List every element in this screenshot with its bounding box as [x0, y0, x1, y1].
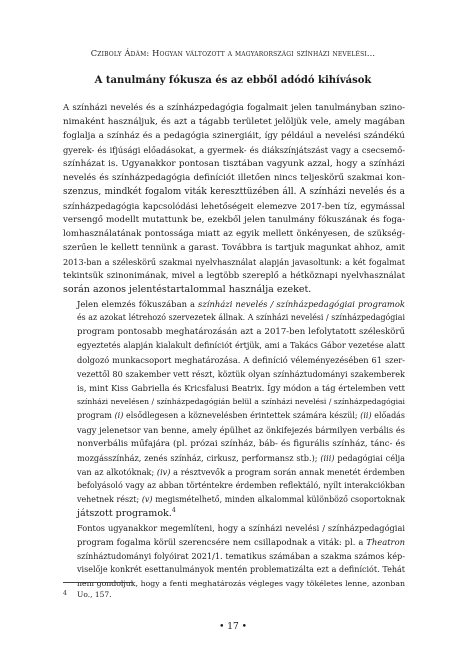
text-line: Fontos ugyanakkor megemlíteni, hogy a színházi nevelési / színházpedagógiai — [77, 523, 405, 533]
text-line: van az alkotóknak; (iv) a résztvevők a program során annak menetét érdemben — [77, 467, 405, 477]
footnote-divider — [63, 582, 133, 583]
text-line: szenzus, mindkét fogalom viták kereszttüzében áll. A színházi nevelés és a — [63, 187, 405, 197]
footnote-text: Uo., 157. — [77, 590, 112, 599]
text-line: mozgásszínház, zenés színház, cirkusz, performansz stb.); (iii) pedagógiai célja — [77, 453, 405, 463]
text-line: 2013-ban a széleskörű szakmai nyelvhasználat alapján javasoltunk: a két fogalmat — [63, 257, 405, 267]
section-title: A tanulmány fókusza és az ebből adódó kihívások — [94, 75, 372, 86]
text-line: egyeztetés alapján kialakult definíciót értjük, ami a Takács Gábor vezetése alatt — [77, 341, 405, 350]
paragraph-3 — [63, 521, 405, 591]
text-line: versengő modellt mutattunk be, ezekből jelen tanulmány fókuszának és foga- — [63, 215, 405, 225]
text-line: szerűen le kellett tennünk a garast. Továbbra is tartjuk magunkat ahhoz, amit — [63, 243, 405, 253]
text-line: vezettől 80 szakember vett részt, köztük olyan színháztudományi szakemberek — [77, 369, 405, 379]
running-head: Cziboly Ádám: Hogyan változott a magyarországi színházi nevelési... — [90, 48, 376, 58]
footnote-number: 4 — [63, 590, 67, 597]
text-line: nevelés és színházpedagógia definíciót illetően nincs teljeskörű szakmai kon- — [63, 173, 405, 183]
text-line: színházi nevelésen / színházpedagógián belül a színházi nevelési / színházpedagógiai — [77, 397, 405, 406]
text-line: és az azokat létrehozó szervezetek állnak. A színházi nevelési / színházpedagógiai — [77, 313, 405, 322]
text-line: nem gondoljuk, hogy a fenti meghatározás végleges vagy tökéletes lenne, azonban — [77, 579, 405, 588]
text-line: nimaként használjuk, és azt a tágabb területet jelöljük vele, amely magában — [63, 117, 405, 127]
text-line: lomhasználatának pontossága miatt az egyik mellett önkényesen, de szükség- — [63, 229, 405, 239]
paragraph-2 — [63, 297, 405, 521]
footnote — [63, 590, 112, 599]
text-line: gyerek- és ifjúsági előadásokat, a gyermek- és diákszínjátszást vagy a csecsemő- — [63, 145, 405, 155]
text-line: viselője konkrét esettanulmányok mentén problematizálta ezt a definíciót. Tehát — [77, 565, 405, 574]
text-line: során azonos jelentéstartalommal használja ezeket. — [63, 284, 312, 295]
footnote-ref[interactable]: 4 — [171, 506, 176, 514]
text-line: program fogalma körül szerencsére nem csillapodnak a viták: pl. a Theatron — [77, 537, 405, 547]
text-line: színháztudományi folyóirat 2021/1. tematikus számában a szakma számos kép- — [77, 551, 405, 561]
paragraph-1 — [63, 101, 405, 297]
text-line: is, mint Kiss Gabriella és Kricsfalusi Beatrix. Így módon a tág értelemben vett — [77, 383, 405, 393]
text-line: színházat is. Ugyanakkor pontosan tisztában vagyunk azzal, hogy a színházi — [63, 159, 405, 169]
body-text — [63, 101, 405, 591]
text-line: befolyásoló vagy az abban történtekre érdemben reflektáló, nyílt interakciókban — [77, 481, 405, 490]
page-number: • 17 • — [219, 622, 247, 632]
text-line: nonverbális műfajára (pl. prózai színház, báb- és figurális színház, tánc- és — [77, 439, 405, 449]
text-line: vehetnek részt; (v) megismételhető, minden alkalommal különböző csoportoknak — [77, 495, 405, 504]
text-line: dolgozó munkacsoport meghatározása. A definíció véleményezésében 61 szer- — [77, 355, 405, 365]
text-line: foglalja a színház és a pedagógia szinergiáit, így például a nevelési szándékú — [63, 131, 405, 141]
text-line: program (i) elsődlegesen a köznevelésben érintettek számára készül; (ii) előadás — [77, 411, 405, 420]
text-line: vagy jelenetsor van benne, amely épülhet az önkifejezés bármilyen verbális és — [77, 425, 405, 435]
text-line: Jelen elemzés fókuszában a színházi nevelés / színházpedagógiai programok — [77, 299, 405, 309]
text-line: A színházi nevelés és a színházpedagógia fogalmait jelen tanulmányban szino- — [63, 103, 405, 113]
text-line: színházpedagógia kapcsolódási lehetőségeit elemezve 2017-ben tíz, egymással — [63, 201, 405, 211]
text-line: tekintsük szinonimának, mivel a legtöbb szereplő a hétköznapi nyelvhasználat — [63, 271, 405, 281]
text-line: program pontosabb meghatározásán azt a 2017-ben lefolytatott széleskörű — [77, 327, 405, 337]
text-line: játszott programok.$^4$ — [77, 506, 176, 519]
